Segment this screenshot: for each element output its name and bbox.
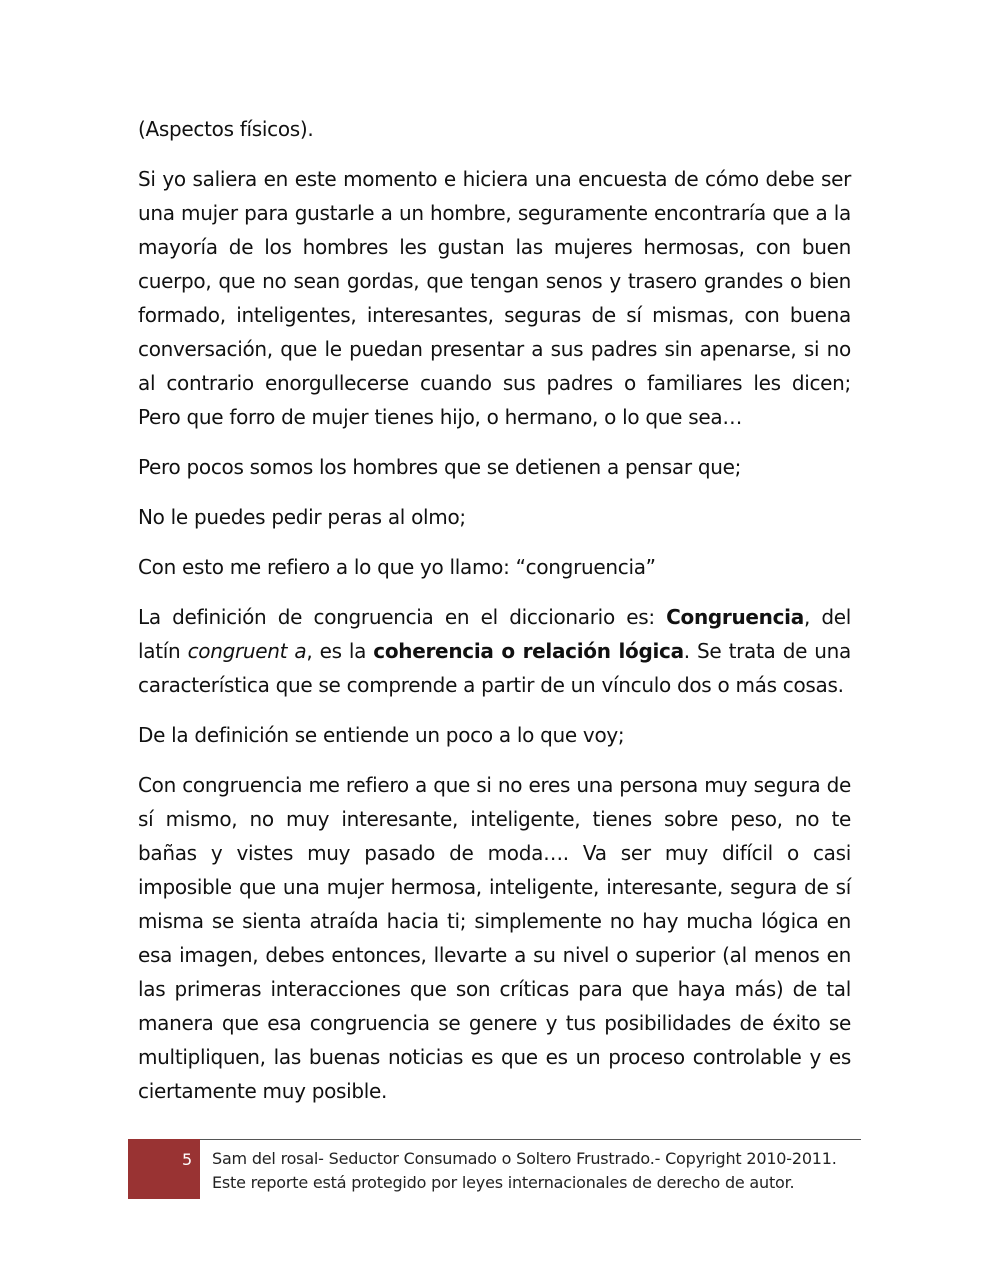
paragraph-understanding: De la definición se entiende un poco a lo que voy; (138, 723, 625, 747)
definition-rest: . Se trata de una característica que se comprende a partir de un vínculo dos o más cosas. (138, 639, 851, 697)
paragraph-aspects: (Aspectos físicos). (138, 117, 314, 141)
definition-after-term: , del latín (138, 605, 851, 663)
page-number: 5 (182, 1150, 193, 1169)
paragraph-survey: Si yo saliera en este momento e hiciera una encuesta de cómo debe ser una mujer para gustarle a un hombre, seguramente encontraría que a la mayoría de los hombres les gustan las mujeres hermosas, con buen cuerpo, que no sean gordas, que tengan senos y trasero grandes o bien formado, inteligentes, interesantes, seguras de sí mismas, con buena conversación, que le puedan presentar a sus padres sin apenarse, si no al contrario enorgullecerse cuando sus padres o familiares les dicen; Pero que forro de mujer tienes hijo, o hermano, o lo que sea… (138, 167, 851, 429)
definition-intro: La definición de congruencia en el diccionario es: (138, 605, 667, 629)
footer-divider (128, 1139, 861, 1140)
paragraph-congruence-intro: Con esto me refiero a lo que yo llamo: “congruencia” (138, 555, 656, 579)
paragraph-pears: No le puedes pedir peras al olmo; (138, 505, 466, 529)
footer-copyright (212, 1147, 852, 1195)
definition-term: Congruencia (666, 605, 804, 629)
paragraph-definition (138, 600, 851, 702)
paragraph-congruence-explained: Con congruencia me refiero a que si no eres una persona muy segura de sí mismo, no muy interesante, inteligente, tienes sobre peso, no te bañas y vistes muy pasado de moda…. Va ser muy difícil o casi imposible que una mujer hermosa, inteligente, interesante, segura de sí misma se sienta atraída hacia ti; simplemente no hay mucha lógica en esa imagen, debes entonces, llevarte a su nivel o superior (al menos en las primeras interacciones que son críticas para que haya más) de tal manera que esa congruencia se genere y tus posibilidades de éxito se multipliquen, las buenas noticias es que es un proceso controlable y es ciertamente muy posible. (138, 773, 851, 1103)
document-body (138, 112, 851, 1124)
definition-after-latin: , es la (306, 639, 374, 663)
definition-latin: congruent a (187, 639, 307, 663)
footer-line-1: Sam del rosal- Seductor Consumado o Soltero Frustrado.- Copyright 2010-2011. (212, 1149, 837, 1168)
page-number-box (128, 1139, 200, 1199)
paragraph-few-men: Pero pocos somos los hombres que se detienen a pensar que; (138, 455, 742, 479)
definition-meaning: coherencia o relación lógica (373, 639, 684, 663)
footer-line-2: Este reporte está protegido por leyes internacionales de derecho de autor. (212, 1173, 795, 1192)
